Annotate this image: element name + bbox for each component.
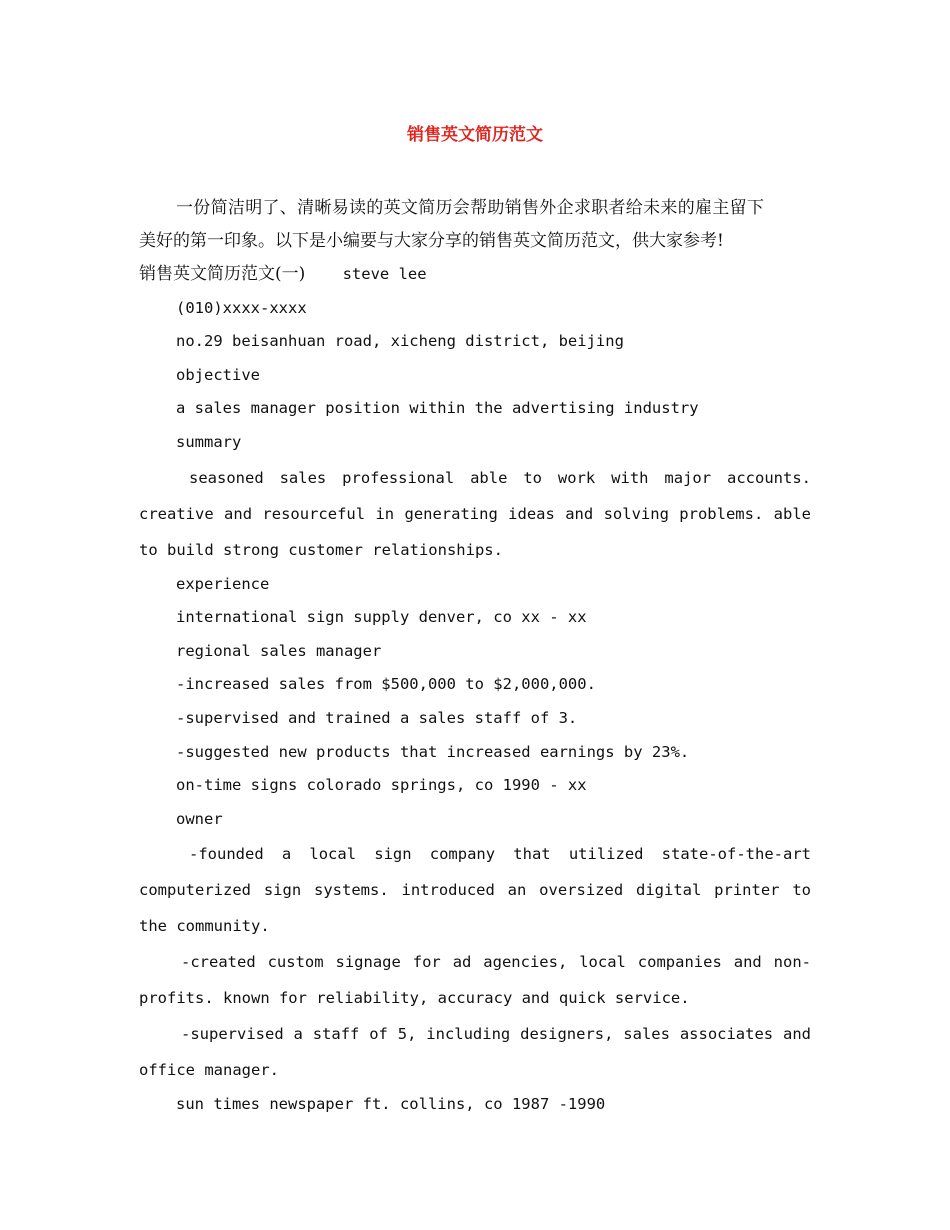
name-gap	[305, 265, 342, 283]
job1-bullet-1: -increased sales from $500,000 to $2,000,000.	[176, 675, 596, 694]
job2-title: owner	[176, 809, 223, 828]
job2-company: on-time signs colorado springs, co 1990 - xx	[176, 776, 587, 795]
job2-bullet-2: -created custom signage for ad agencies, local companies and non-profits. known for reliability, accuracy and quick service.	[139, 953, 811, 1008]
job1-bullet-3: -suggested new products that increased earnings by 23%.	[176, 742, 690, 761]
intro-line-1: 一份简洁明了、清晰易读的英文简历会帮助销售外企求职者给未来的雇主留下	[176, 198, 765, 218]
job3-company: sun times newspaper ft. collins, co 1987 -1990	[176, 1095, 606, 1114]
job1-company: international sign supply denver, co xx - xx	[176, 608, 587, 627]
job1-bullet-2: -supervised and trained a sales staff of 3.	[176, 708, 578, 727]
document-title: 销售英文简历范文	[407, 125, 543, 145]
summary-label: summary	[176, 432, 242, 451]
section-heading-row	[139, 258, 811, 292]
address: no.29 beisanhuan road, xicheng district, beijing	[176, 332, 624, 351]
summary-text: seasoned sales professional able to work with major accounts. creative and resourceful in generating ideas and solving problems. able to build strong customer relationships.	[139, 468, 811, 559]
job2-bullet-3: -supervised a staff of 5, including designers, sales associates and office manager.	[139, 1025, 811, 1080]
intro-line-2: 美好的第一印象。以下是小编要与大家分享的销售英文简历范文，供大家参考!	[139, 231, 724, 251]
experience-label: experience	[176, 574, 270, 593]
job2-bullet-1: -founded a local sign company that utilized state-of-the-art computerized sign systems. introduced an oversized digital printer to the community.	[139, 845, 811, 936]
objective-label: objective	[176, 365, 260, 384]
section-heading: 销售英文简历范文(一)	[139, 264, 306, 284]
resume-name: steve lee	[342, 265, 427, 283]
objective-text: a sales manager position within the advertising industry	[176, 399, 699, 418]
job1-title: regional sales manager	[176, 641, 382, 660]
phone: (010)xxxx-xxxx	[176, 298, 307, 317]
document-body	[139, 192, 811, 1122]
